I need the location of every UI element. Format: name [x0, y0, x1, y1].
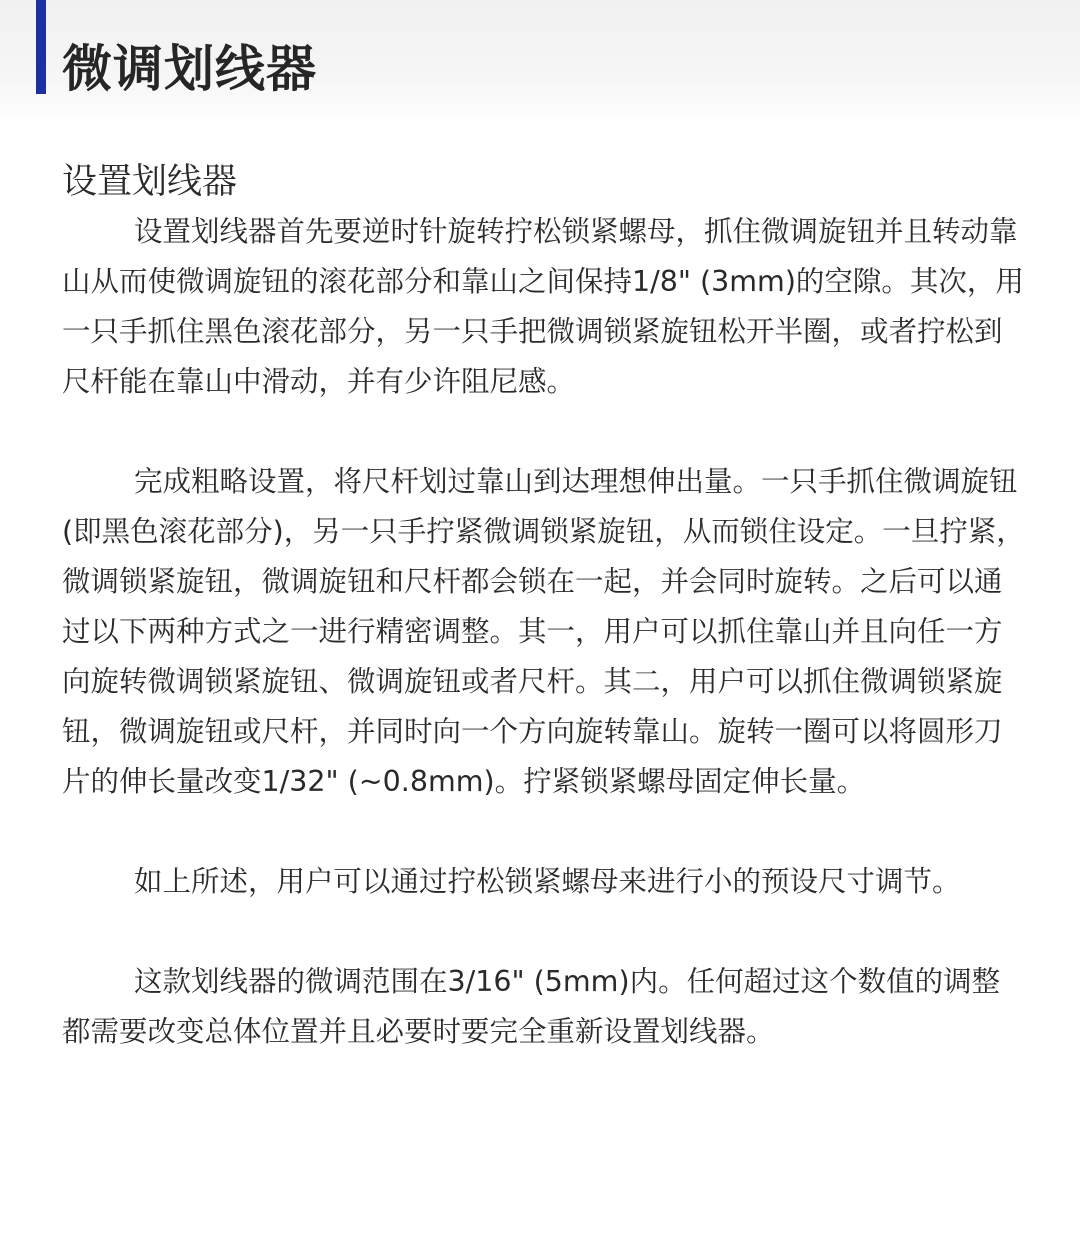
- paragraph-preset-adjustment: 如上所述，用户可以通过拧松锁紧螺母来进行小的预设尺寸调节。: [134, 865, 961, 898]
- page-title: 微调划线器: [62, 40, 317, 98]
- title-accent-bar: [36, 0, 46, 94]
- page-header: [0, 0, 1080, 128]
- paragraph-fine-adjustment: 完成粗略设置，将尺杆划过靠山到达理想伸出量。一只手抓住微调旋钮(即黑色滚花部分)，另一只手拧紧微调锁紧旋钮，从而锁住设定。一旦拧紧，微调锁紧旋钮，微调旋钮和尺杆都会锁在一起，并会同时旋转。之后可以通过以下两种方式之一进行精密调整。其一，用户可以抓住靠山并且向任一方向旋转微调锁紧旋钮、微调旋钮或者尺杆。其二，用户可以抓住微调锁紧旋钮，微调旋钮或尺杆，并同时向一个方向旋转靠山。旋转一圈可以将圆形刀片的伸长量改变1/32" (~0.8mm)。拧紧锁紧螺母固定伸长量。: [62, 465, 1025, 798]
- paragraph-adjustment-range: 这款划线器的微调范围在3/16" (5mm)内。任何超过这个数值的调整都需要改变总体位置并且必要时要完全重新设置划线器。: [62, 965, 1001, 1048]
- paragraph-setup-intro: 设置划线器首先要逆时针旋转拧松锁紧螺母，抓住微调旋钮并且转动靠山从而使微调旋钮的滚花部分和靠山之间保持1/8" (3mm)的空隙。其次，用一只手抓住黑色滚花部分，另一只手把微调锁紧旋钮松开半圈，或者拧松到尺杆能在靠山中滑动，并有少许阻尼感。: [62, 215, 1024, 398]
- article-body: [62, 157, 1028, 1057]
- section-title: 设置划线器: [62, 162, 238, 202]
